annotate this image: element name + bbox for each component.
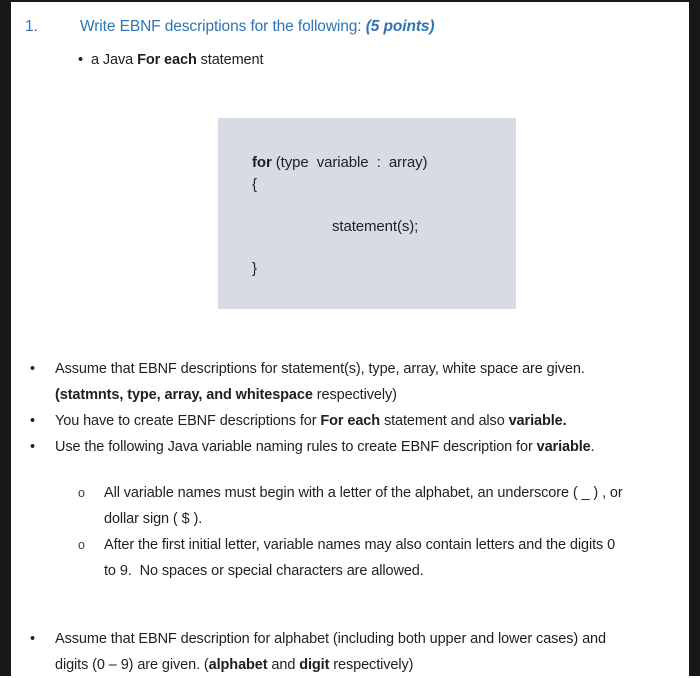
- list-item-text: [55, 434, 680, 460]
- bullet-icon: •: [30, 439, 35, 455]
- variable-rules-list: [78, 480, 700, 584]
- bullet-icon: •: [78, 52, 83, 68]
- text-line: a Java For each statement: [91, 52, 264, 68]
- left-frame-bar: [0, 0, 11, 676]
- text-line: Assume that EBNF description for alphabet (including both upper and lower cases) and: [55, 631, 606, 647]
- intro-bullet-item: [78, 52, 263, 68]
- text-line: All variable names must begin with a letter of the alphabet, an underscore ( _ ) , or: [104, 485, 623, 501]
- code-example-box: [218, 118, 516, 309]
- question-heading: [25, 18, 434, 36]
- text-line: (statmnts, type, array, and whitespace respectively): [55, 387, 397, 403]
- text-line: for (type variable : array): [252, 154, 428, 171]
- text-line: Use the following Java variable naming rules to create EBNF description for variable.: [55, 439, 595, 455]
- text-line: You have to create EBNF descriptions for For each statement and also variable.: [55, 413, 567, 429]
- list-item-text: [55, 356, 680, 408]
- text-line: Write EBNF descriptions for the following: (5 points): [80, 18, 435, 35]
- bullet-icon: •: [30, 361, 35, 377]
- text-line: After the first initial letter, variable names may also contain letters and the digits 0: [104, 537, 616, 553]
- circle-bullet-icon: o: [78, 538, 85, 552]
- text-line: digits (0 – 9) are given. (alphabet and digit respectively): [55, 657, 414, 673]
- closing-bullet-item: [30, 626, 680, 678]
- list-item: [30, 408, 680, 434]
- code-statement-line: statement(s);: [332, 218, 419, 235]
- notes-bullet-list: [30, 356, 680, 460]
- list-item-text: [55, 626, 680, 678]
- bullet-icon: •: [30, 413, 35, 429]
- list-item-text: [104, 480, 700, 532]
- circle-bullet-icon: o: [78, 486, 85, 500]
- list-item: [30, 434, 680, 460]
- intro-bullet-text: [91, 52, 263, 68]
- text-line: Assume that EBNF descriptions for statement(s), type, array, white space are given.: [55, 361, 585, 377]
- code-open-brace: {: [252, 176, 257, 193]
- list-item-text: [104, 532, 700, 584]
- text-line: dollar sign ( $ ).: [104, 511, 203, 527]
- code-close-brace: }: [252, 260, 257, 277]
- list-item: [78, 532, 700, 584]
- question-title: [80, 18, 434, 36]
- top-frame-bar: [0, 0, 700, 2]
- text-line: to 9. No spaces or special characters are allowed.: [104, 563, 424, 579]
- list-item: [30, 356, 680, 408]
- list-item: [78, 480, 700, 532]
- bullet-icon: •: [30, 631, 35, 647]
- right-frame-bar: [689, 0, 700, 676]
- code-line-for-header: [252, 154, 427, 171]
- question-number: 1.: [25, 18, 38, 35]
- list-item-text: [55, 408, 680, 434]
